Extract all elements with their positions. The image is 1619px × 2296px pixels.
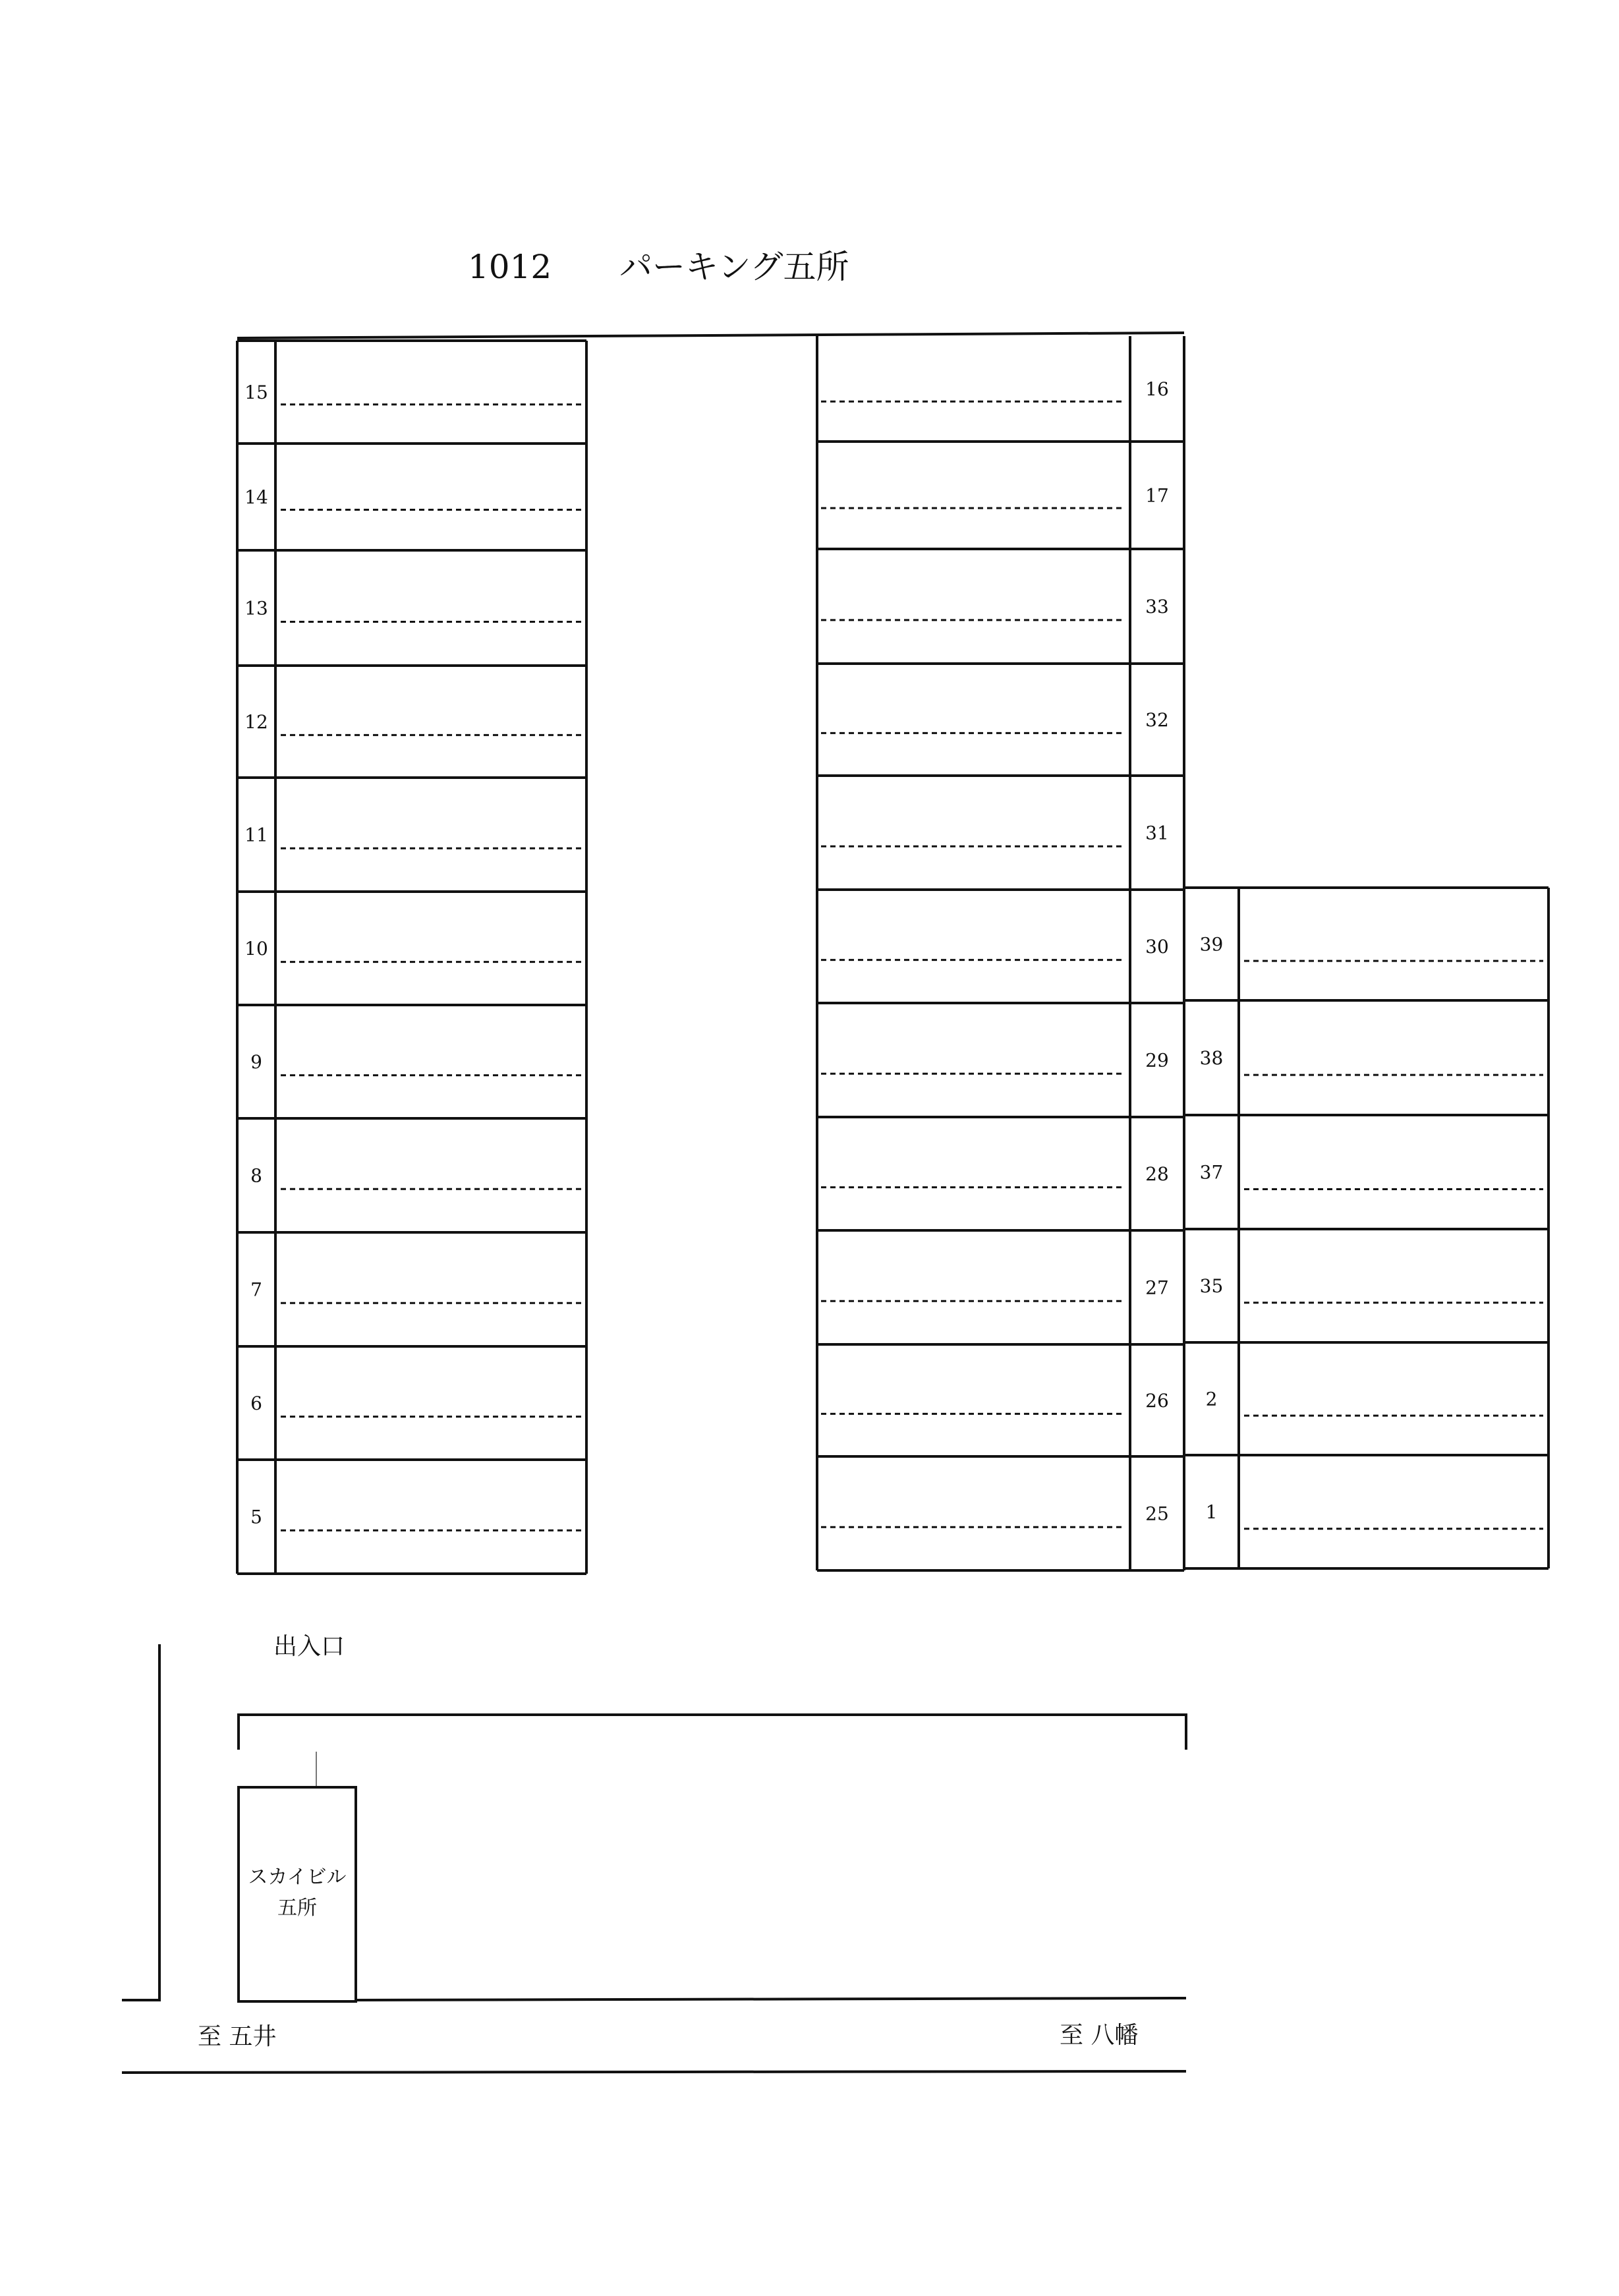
space-number-15: 15 xyxy=(244,382,268,403)
building-name-line2: 五所 xyxy=(277,1897,317,1920)
space-number-2: 2 xyxy=(1205,1388,1218,1410)
space-number-14: 14 xyxy=(244,486,268,508)
space-number-29: 29 xyxy=(1145,1049,1169,1072)
space-number-32: 32 xyxy=(1145,709,1169,731)
space-number-27: 27 xyxy=(1145,1277,1169,1299)
building-name-line1: スカイビル xyxy=(248,1866,347,1889)
building-sky-building xyxy=(239,1787,356,2001)
space-number-28: 28 xyxy=(1145,1163,1169,1185)
space-number-17: 17 xyxy=(1145,484,1169,507)
space-number-12: 12 xyxy=(244,711,268,733)
space-number-11: 11 xyxy=(244,824,268,846)
top-boundary-line xyxy=(237,333,1184,338)
direction-left-label: 至 五井 xyxy=(198,2023,277,2050)
far-right-parking-block xyxy=(1184,888,1548,1568)
space-number-9: 9 xyxy=(250,1051,262,1073)
left-road-edge xyxy=(122,1644,159,2000)
space-number-10: 10 xyxy=(244,938,268,960)
left-parking-block xyxy=(237,341,586,1574)
space-number-1: 1 xyxy=(1205,1501,1218,1523)
entrance-label: 出入口 xyxy=(273,1633,345,1660)
space-number-6: 6 xyxy=(250,1392,262,1414)
space-number-16: 16 xyxy=(1145,378,1169,400)
direction-right-label: 至 八幡 xyxy=(1060,2022,1139,2049)
space-number-26: 26 xyxy=(1145,1390,1169,1412)
lot-code: 1012 xyxy=(468,248,552,286)
space-number-25: 25 xyxy=(1145,1503,1169,1525)
space-number-37: 37 xyxy=(1199,1161,1224,1184)
road-outer-line xyxy=(122,2071,1186,2073)
space-number-39: 39 xyxy=(1199,933,1224,956)
space-number-38: 38 xyxy=(1199,1047,1224,1069)
entrance-bracket xyxy=(239,1715,1186,1750)
space-number-5: 5 xyxy=(250,1506,262,1528)
lot-name: パーキング五所 xyxy=(619,248,849,286)
space-number-30: 30 xyxy=(1145,936,1169,958)
space-number-31: 31 xyxy=(1145,822,1169,844)
space-number-35: 35 xyxy=(1199,1275,1224,1297)
space-number-7: 7 xyxy=(250,1278,262,1301)
space-number-33: 33 xyxy=(1145,596,1169,617)
space-number-13: 13 xyxy=(244,597,268,619)
right-parking-block xyxy=(817,336,1184,1570)
space-number-8: 8 xyxy=(250,1164,262,1187)
road-inner-line xyxy=(356,1998,1186,2000)
